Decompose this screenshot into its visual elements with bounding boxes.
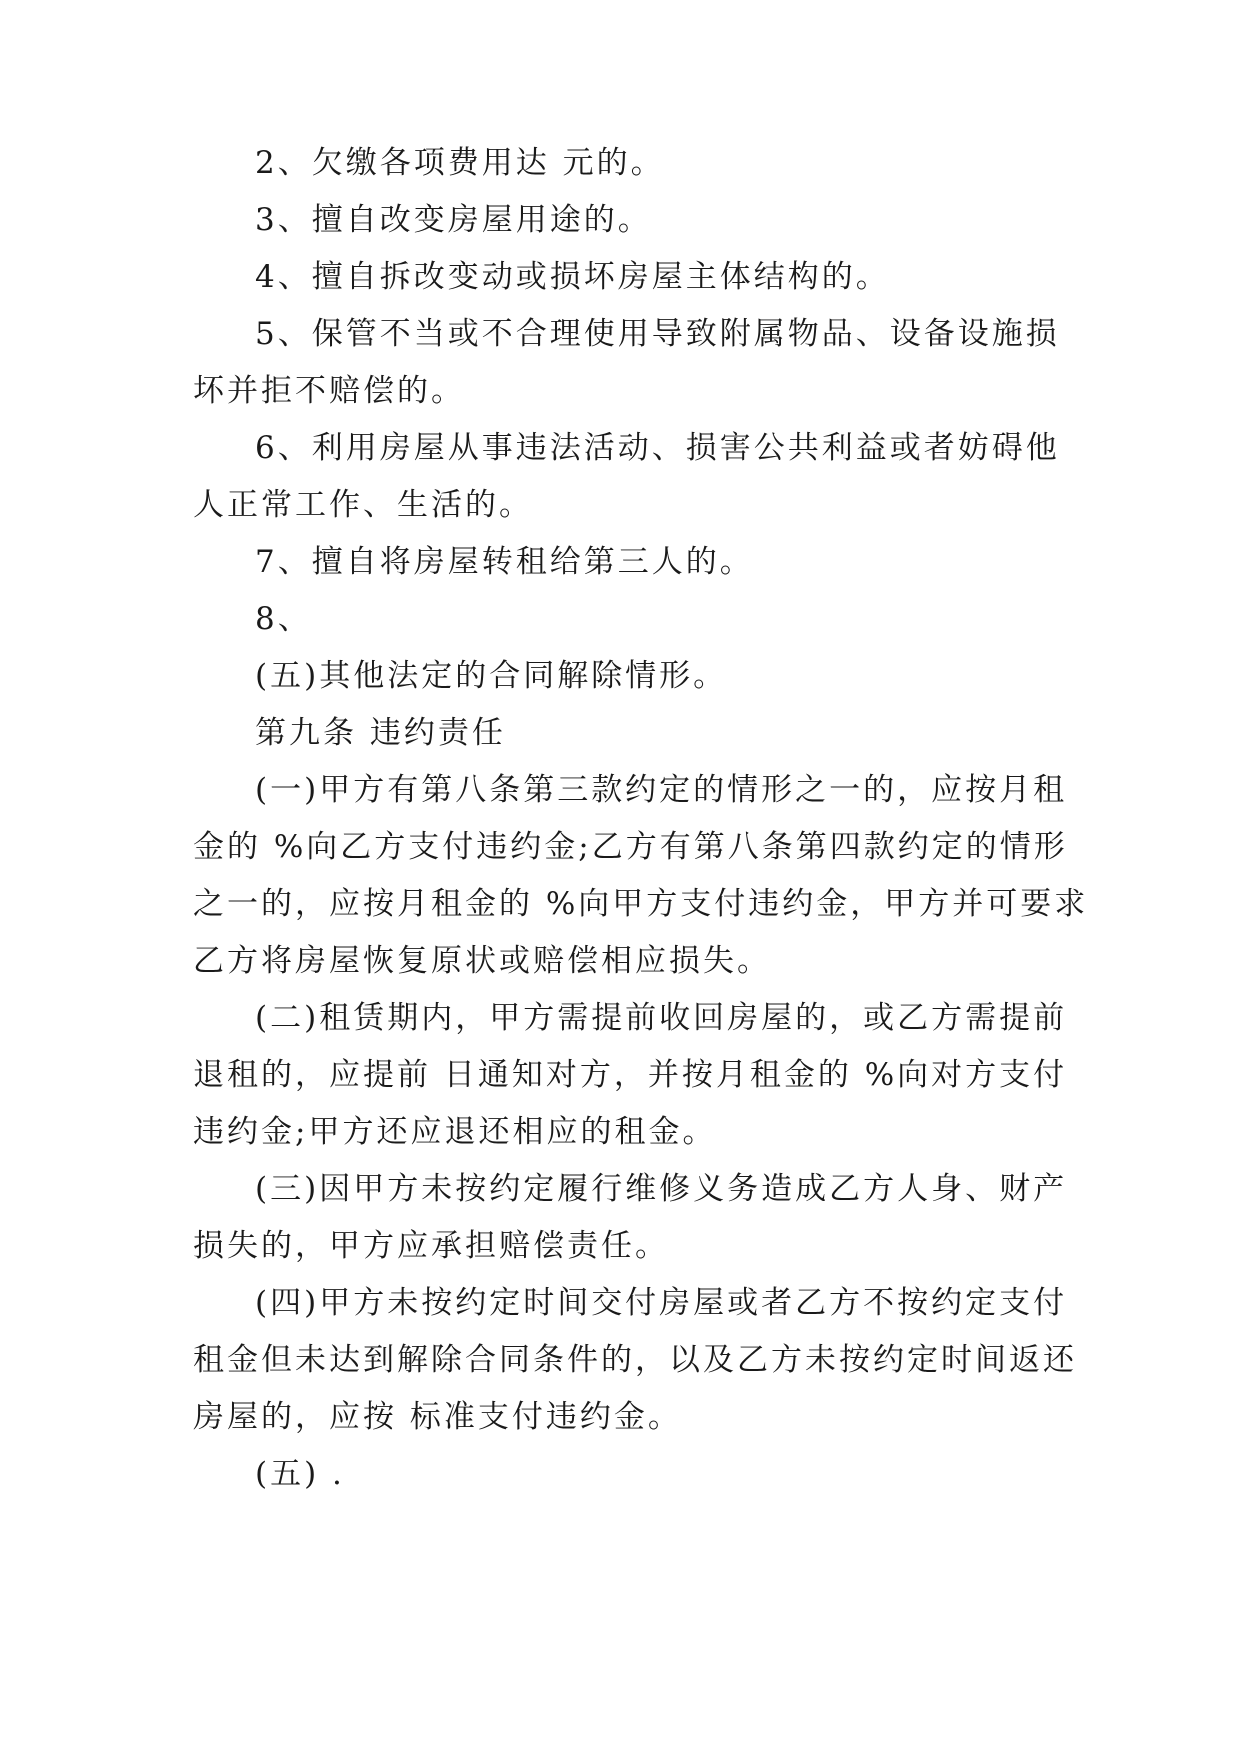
liability-four-line-3: 房屋的，应按 标准支付违约金。 [193, 1399, 682, 1435]
liability-one-line-2: 金的 %向乙方支付违约金;乙方有第八条第四款约定的情形 [193, 829, 1068, 865]
article-nine-heading: 第九条 违约责任 [255, 715, 506, 751]
clause-line-5-cont: 坏并拒不赔偿的。 [193, 373, 465, 409]
liability-one-line-1: (一)甲方有第八条第三款约定的情形之一的，应按月租 [255, 772, 1068, 808]
liability-five: (五) . [255, 1456, 345, 1492]
liability-one-line-3: 之一的，应按月租金的 %向甲方支付违约金，甲方并可要求 [193, 886, 1089, 922]
liability-four-line-1: (四)甲方未按约定时间交付房屋或者乙方不按约定支付 [255, 1285, 1068, 1321]
clause-line-8: 8、 [255, 601, 312, 637]
liability-four-line-2: 租金但未达到解除合同条件的，以及乙方未按约定时间返还 [193, 1342, 1077, 1378]
clause-line-6: 6、利用房屋从事违法活动、损害公共利益或者妨碍他 [255, 430, 1060, 466]
liability-one-line-4: 乙方将房屋恢复原状或赔偿相应损失。 [193, 943, 771, 979]
clause-line-5: 5、保管不当或不合理使用导致附属物品、设备设施损 [255, 316, 1060, 352]
liability-two-line-2: 退租的，应提前 日通知对方，并按月租金的 %向对方支付 [193, 1057, 1068, 1093]
clause-line-2: 2、欠缴各项费用达 元的。 [255, 145, 665, 181]
liability-two-line-3: 违约金;甲方还应退还相应的租金。 [193, 1114, 717, 1150]
clause-line-7: 7、擅自将房屋转租给第三人的。 [255, 544, 754, 580]
liability-three-line-1: (三)因甲方未按约定履行维修义务造成乙方人身、财产 [255, 1171, 1068, 1207]
liability-two-line-1: (二)租赁期内，甲方需提前收回房屋的，或乙方需提前 [255, 1000, 1068, 1036]
clause-line-3: 3、擅自改变房屋用途的。 [255, 202, 652, 238]
clause-line-4: 4、擅自拆改变动或损坏房屋主体结构的。 [255, 259, 890, 295]
clause-line-6-cont: 人正常工作、生活的。 [193, 487, 533, 523]
liability-three-line-2: 损失的，甲方应承担赔偿责任。 [193, 1228, 669, 1264]
clause-five: (五)其他法定的合同解除情形。 [255, 658, 728, 694]
